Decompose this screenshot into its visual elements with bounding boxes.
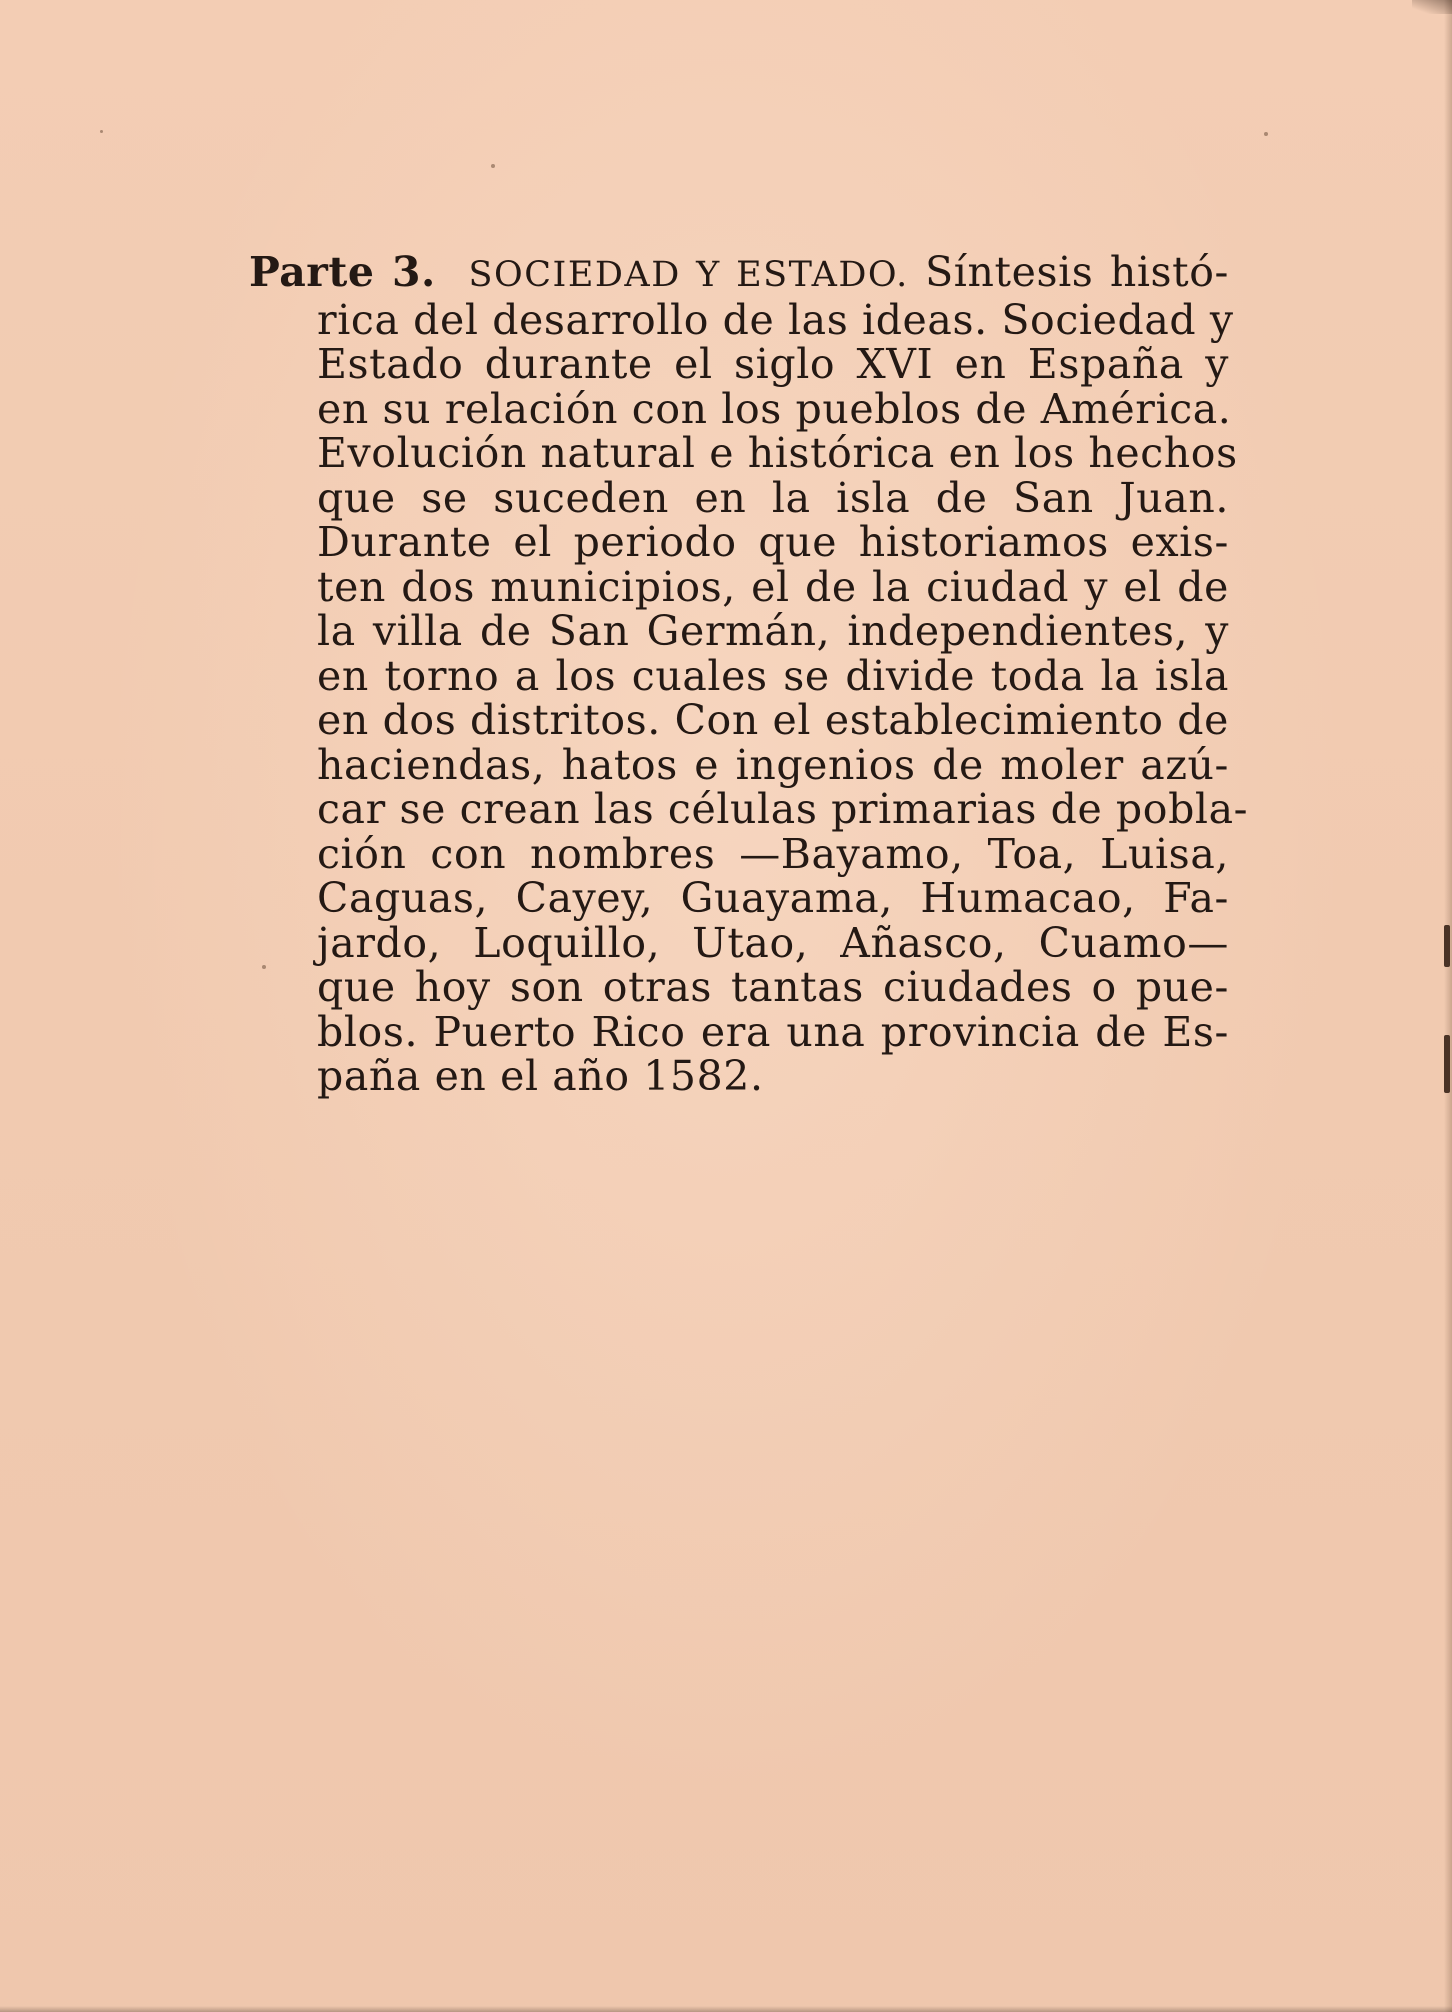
text-line: la villa de San Germán, independientes, y: [317, 607, 1229, 655]
text-line: Caguas, Cayey, Guayama, Humacao, Fa-: [317, 874, 1229, 922]
text-line: que hoy son otras tantas ciudades o pue-: [317, 963, 1229, 1011]
text-line: Estado durante el siglo XVI en España y: [317, 340, 1229, 388]
text-line-last: paña en el año 1582.: [317, 1052, 764, 1100]
text-line: jardo, Loquillo, Utao, Añasco, Cuamo—: [317, 918, 1229, 967]
text-line: car se crean las células primarias de pobla-: [317, 785, 1249, 833]
part-label: Parte 3.: [249, 248, 436, 296]
paper-speck: [491, 164, 495, 168]
binding-mark: [1444, 925, 1450, 967]
text-line: haciendas, hatos e ingenios de moler azú-: [317, 740, 1229, 789]
binding-mark: [1444, 1035, 1450, 1093]
page-edge-shadow: [1444, 0, 1452, 2012]
text-line: [249, 250, 1229, 298]
text-line: en dos distritos. Con el establecimiento de: [317, 696, 1229, 744]
text-line: que se suceden en la isla de San Juan.: [317, 473, 1229, 522]
body-text: [249, 248, 1249, 1100]
text-line: Evolución natural e histórica en los hechos: [317, 429, 1238, 477]
page-corner-shadow: [1412, 0, 1452, 14]
text-line: blos. Puerto Rico era una provincia de Es-: [317, 1007, 1229, 1056]
text-line: ten dos municipios, el de la ciudad y el de: [317, 562, 1229, 611]
text-line: rica del desarrollo de las ideas. Sociedad y: [317, 295, 1234, 344]
paper-speck: [1264, 132, 1268, 136]
page-bottom-edge: [0, 2006, 1452, 2012]
section-title: SOCIEDAD Y ESTADO.: [468, 255, 909, 295]
text-line: en su relación con los pueblos de América.: [317, 384, 1232, 433]
text-line: Durante el periodo que historiamos exis-: [317, 518, 1229, 566]
text-line: en torno a los cuales se divide toda la isla: [317, 651, 1229, 700]
text-line: ción con nombres —Bayamo, Toa, Luisa,: [317, 829, 1229, 878]
line-text: Síntesis histó-: [925, 248, 1229, 296]
paper-speck: [100, 130, 103, 133]
